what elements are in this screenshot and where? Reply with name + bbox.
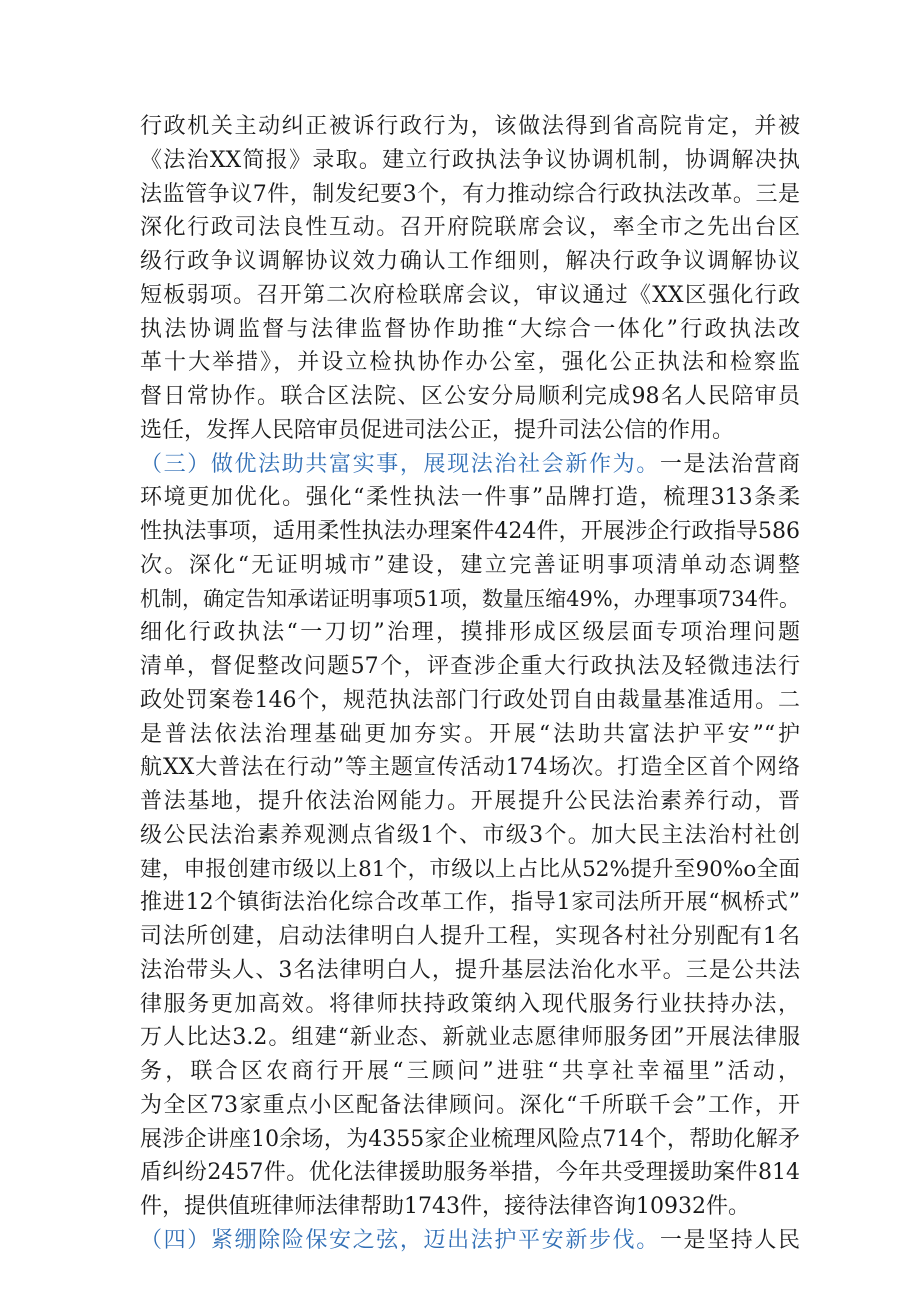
text-line: 清单，督促整改问题57个，评查涉企重大行政执法及轻微违法行	[140, 654, 800, 679]
text-line: 督日常协作。联合区法院、区公安分局顺利完成98名人民陪审员	[140, 384, 800, 409]
text-line: 级公民法治素养观测点省级1个、市级3个。加大民主法治村社创	[140, 822, 800, 848]
section-heading-line	[140, 1224, 800, 1258]
text-line: 环境更加优化。强化“柔性执法一件事”品牌打造，梳理313条柔	[140, 485, 800, 511]
text-line: 律服务更加高效。将律师扶持政策纳入现代服务行业扶持办法，	[140, 991, 800, 1017]
text-line: 级行政争议调解协议效力确认工作细则，解决行政争议调解协议	[140, 249, 800, 274]
body-text	[140, 110, 800, 1258]
section-heading: （四）紧绷除险保安之弦，迈出法护平安新步伐。	[140, 1227, 660, 1253]
text-line: 次。深化“无证明城市”建设，建立完善证明事项清单动态调整	[140, 552, 800, 578]
text-line: 执法协调监督与法律监督协作助推“大综合一体化”行政执法改	[140, 316, 800, 342]
text-line: 件，提供值班律师法律帮助1743件，接待法律咨询10932件。	[140, 1194, 750, 1219]
text-line: 法治带头人、3名法律明白人，提升基层法治化水平。三是公共法	[140, 957, 800, 983]
text-line: 机制，确定告知承诺证明事项51项，数量压缩49%，办理事项734件。	[140, 586, 800, 611]
text-line: 细化行政执法“一刀切”治理，摸排形成区级层面专项治理问题	[140, 620, 800, 646]
text-line: 为全区73家重点小区配备法律顾问。深化“千所联千会”工作，开	[140, 1092, 800, 1118]
text-line: 展涉企讲座10余场，为4355家企业梳理风险点714个，帮助化解矛	[140, 1126, 800, 1152]
text-line: 深化行政司法良性互动。召开府院联席会议，率全市之先出台区	[140, 215, 800, 241]
text-line: 革十大举措》，并设立检执协作办公室，强化公正执法和检察监	[140, 350, 800, 376]
heading-continuation: 一是坚持人民	[659, 1227, 800, 1253]
heading-continuation: 一是法治营商	[659, 451, 800, 477]
text-line: 性执法事项，适用柔性执法办理案件424件，开展涉企行政指导586	[140, 519, 800, 544]
text-line: 政处罚案卷146个，规范执法部门行政处罚自由裁量基准适用。二	[140, 687, 800, 713]
section-heading-line	[140, 448, 800, 482]
text-line: 航XX大普法在行动”等主题宣传活动174场次。打造全区首个网络	[140, 755, 800, 781]
text-line: 推进12个镇街法治化综合改革工作，指导1家司法所开展“枫桥式”	[140, 890, 800, 916]
section-heading: （三）做优法助共富实事，展现法治社会新作为。	[140, 451, 660, 477]
text-line: 法监管争议7件，制发纪要3个，有力推动综合行政执法改革。三是	[140, 181, 800, 207]
text-line: 盾纠纷2457件。优化法律援助服务举措，今年共受理援助案件814	[140, 1160, 800, 1186]
text-line: 《法治XX简报》录取。建立行政执法争议协调机制，协调解决执	[140, 147, 800, 173]
text-line: 建，申报创建市级以上81个，市级以上占比从52%提升至90%o全面	[140, 856, 800, 882]
text-line: 短板弱项。召开第二次府检联席会议，审议通过《XX区强化行政	[140, 282, 800, 308]
text-line: 司法所创建，启动法律明白人提升工程，实现各村社分别配有1名	[140, 924, 800, 949]
text-line: 万人比达3.2。组建“新业态、新就业志愿律师服务团”开展法律服	[140, 1025, 800, 1051]
text-line: 选任，发挥人民陪审员促进司法公正，提升司法公信的作用。	[140, 417, 735, 443]
text-line: 普法基地，提升依法治网能力。开展提升公民法治素养行动，晋	[140, 789, 800, 814]
text-line: 是普法依法治理基础更加夯实。开展“法助共富法护平安”“护	[140, 721, 800, 747]
text-line: 务，联合区农商行开展“三顾问”进驻“共享社幸福里”活动，	[140, 1059, 800, 1084]
text-line: 行政机关主动纠正被诉行政行为，该做法得到省高院肯定，并被	[140, 114, 800, 139]
